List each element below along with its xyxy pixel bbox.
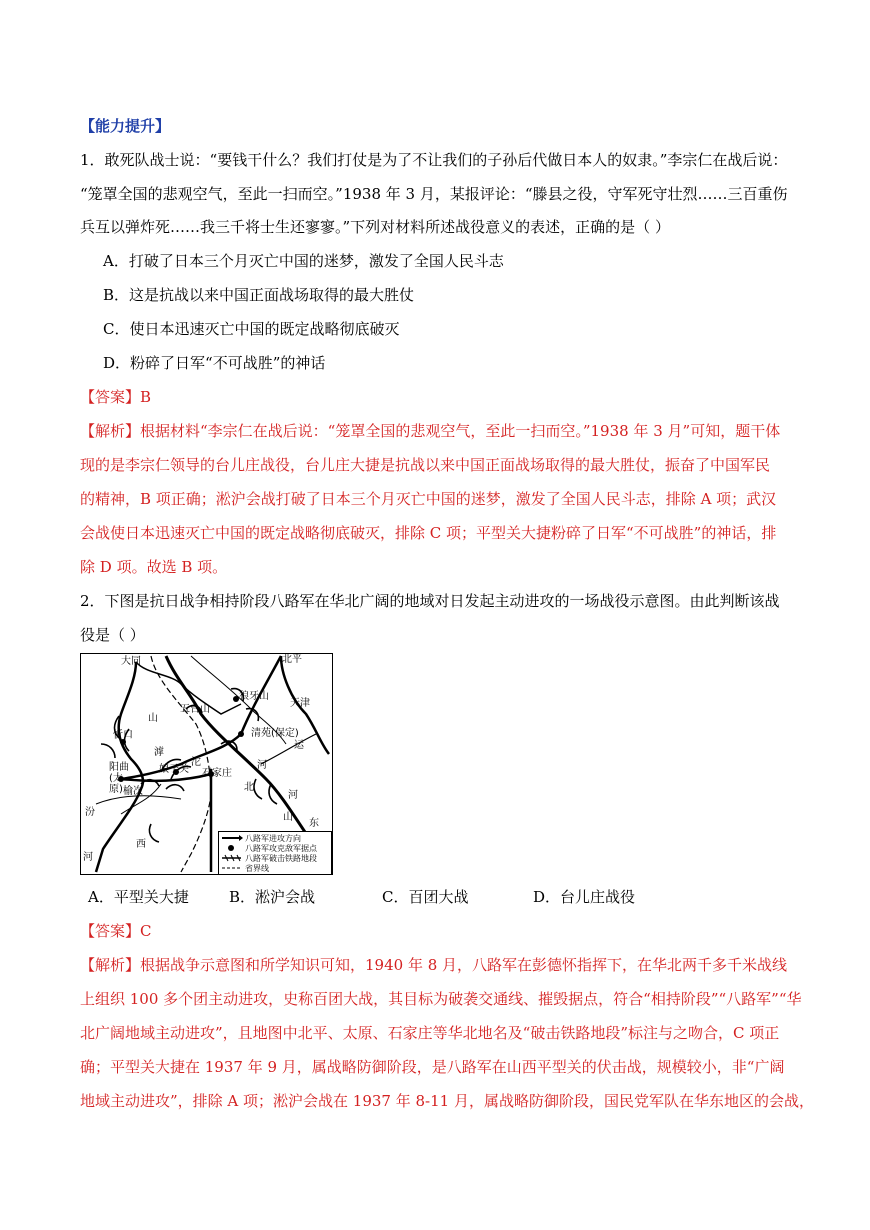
place-label: 河 [257, 760, 267, 771]
map-legend [218, 831, 332, 875]
analysis-line: 北广阔地域主动进攻”，且地图中北平、太原、石家庄等华北地名及“破击铁路地段”标注与之吻合，C 项正 [80, 1024, 780, 1042]
option-c: C．使日本迅速灭亡中国的既定战略彻底破灭 [103, 320, 400, 338]
legend-item: 八路军破击铁路地段 [245, 854, 317, 863]
analysis-line: 【解析】根据战争示意图和所学知识可知，1940 年 8 月，八路军在彭德怀指挥下，在华北两千多千米战线 [80, 956, 788, 974]
question-line: 役是（ ） [80, 626, 145, 644]
place-label: 清苑(保定) [251, 728, 299, 739]
option-d: D．台儿庄战役 [533, 888, 636, 906]
place-label: 运 [294, 740, 304, 751]
place-label: 山 [148, 713, 158, 724]
place-label: 石家庄 [202, 768, 232, 779]
answer-2: 【答案】C [80, 922, 152, 940]
place-label: 山 [283, 812, 293, 823]
place-label: 北 [244, 782, 254, 793]
option-c: C．百团大战 [382, 888, 469, 906]
place-label: 沱 [191, 757, 201, 768]
battle-map [80, 653, 333, 875]
place-label: 五台山 [180, 704, 210, 715]
analysis-line: 【解析】根据材料“李宗仁在战后说：“笼罩全国的悲观空气，至此一扫而空。”1938 年 3 月”可知，题干体 [80, 422, 781, 440]
place-label: 忻口 [113, 730, 133, 741]
option-a: A．打破了日本三个月灭亡中国的迷梦，激发了全国人民斗志 [103, 252, 504, 270]
legend-item: 八路军进攻方向 [245, 834, 301, 843]
analysis-line: 地域主动进攻”，排除 A 项；淞沪会战在 1937 年 8-11 月，属战略防御阶段，国民党军队在华东地区的会战， [80, 1092, 814, 1110]
question-line: 1．敢死队战士说：“要钱干什么？我们打仗是为了不让我们的子孙后代做日本人的奴隶。”李宗仁在战后说： [80, 151, 788, 169]
place-label: 天津 [290, 698, 310, 709]
analysis-line: 会战使日本迅速灭亡中国的既定战略彻底破灭，排除 C 项；平型关大捷粉碎了日军“不可战胜”的神话，排 [80, 524, 777, 542]
answer-1: 【答案】B [80, 388, 152, 406]
place-label: 河 [288, 790, 298, 801]
place-label: 北平 [282, 654, 302, 665]
analysis-line: 现的是李宗仁领导的台儿庄战役，台儿庄大捷是抗战以来中国正面战场取得的最大胜仗，振奋了中国军民 [80, 456, 771, 474]
place-label: 榆次 [123, 786, 143, 797]
place-label: 狼牙山 [239, 691, 269, 702]
place-label: 阳曲(太原) [109, 762, 129, 795]
place-label: 滹 [154, 747, 164, 758]
analysis-line: 的精神，B 项正确；淞沪会战打破了日本三个月灭亡中国的迷梦，激发了全国人民斗志，排除 A 项；武汉 [80, 490, 777, 508]
question-line: “笼罩全国的悲观空气，至此一扫而空。”1938 年 3 月，某报评论：“滕县之役，守军死守壮烈……三百重伤 [80, 185, 788, 203]
analysis-line: 上组织 100 多个团主动进攻，史称百团大战，其目标为破袭交通线、摧毁据点，符合“相持阶段”“八路军”“华 [80, 990, 802, 1008]
place-label: 河 [83, 852, 93, 863]
place-label: 东 [309, 818, 319, 829]
question-line: 2．下图是抗日战争相持阶段八路军在华北广阔的地域对日发起主动进攻的一场战役示意图。由此判断该战 [80, 592, 780, 610]
option-d: D．粉碎了日军“不可战胜”的神话 [103, 354, 326, 372]
analysis-line: 除 D 项。故选 B 项。 [80, 558, 228, 576]
analysis-line: 确；平型关大捷在 1937 年 9 月，属战略防御阶段，是八路军在山西平型关的伏击战，规模较小，非“广阔 [80, 1058, 785, 1076]
section-title: 【能力提升】 [80, 117, 171, 135]
question-line: 兵互以弹炸死……我三千将士生还寥寥。”下列对材料所述战役意义的表述，正确的是（ ） [80, 218, 670, 236]
legend-item: 省界线 [245, 864, 269, 873]
option-b: B．淞沪会战 [229, 888, 316, 906]
place-label: 娘子关 [159, 764, 189, 775]
place-label: 汾 [85, 807, 95, 818]
place-label: 大同 [121, 656, 141, 667]
option-a: A．平型关大捷 [88, 888, 189, 906]
option-b: B．这是抗战以来中国正面战场取得的最大胜仗 [103, 286, 415, 304]
legend-item: 八路军攻克敌军据点 [245, 844, 317, 853]
place-label: 西 [136, 839, 146, 850]
